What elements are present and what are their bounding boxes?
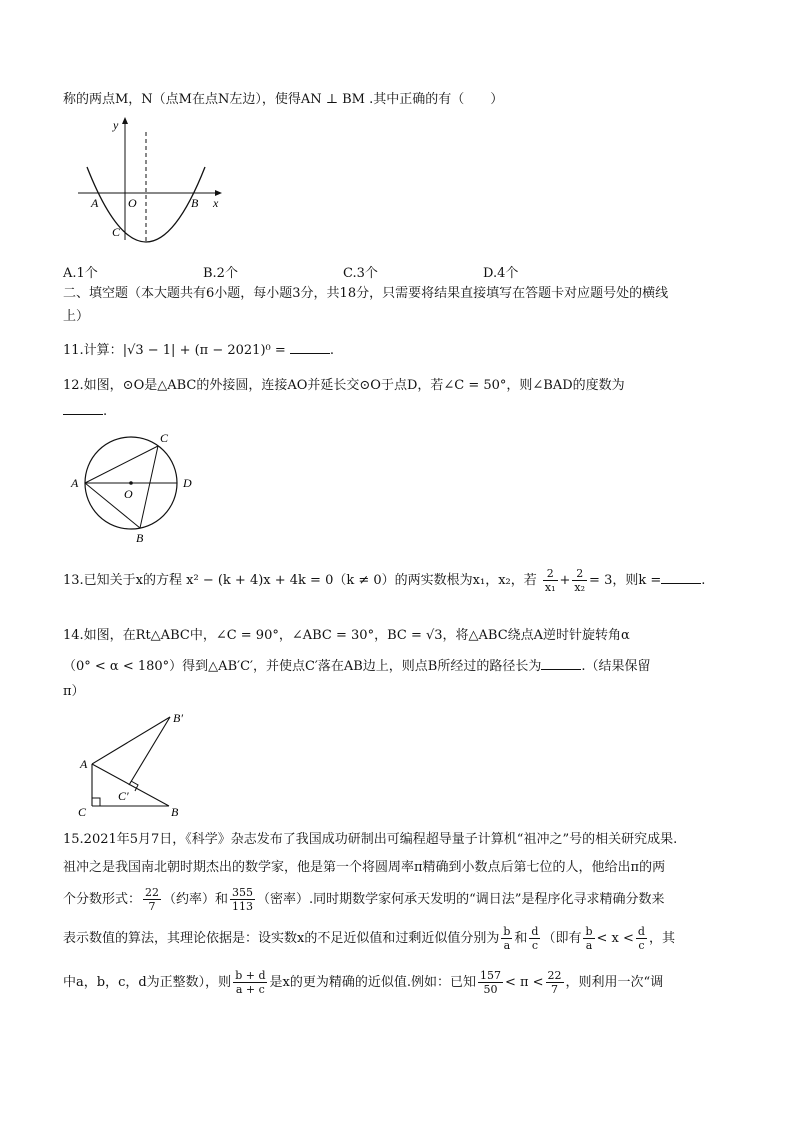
q15-line2: 祖冲之是我国南北朝时期杰出的数学家，他是第一个将圆周率π精确到小数点后第七位的人，他给出π的两 (63, 860, 666, 875)
option-b: B.2个 (203, 266, 238, 281)
q15-fraction-d-c: $\frac{d}{c}$ (531, 925, 539, 952)
point-a-label: A (91, 196, 99, 210)
q15-fraction-22-7-b: $\frac{22}{7}$ (547, 969, 562, 996)
q12-line1: 12.如图，⊙O是△ABC的外接圆，连接AO并延长交⊙O于点D，若∠C = 50°，则∠BAD的度数为 (63, 378, 625, 393)
question-11: 11.计算：|√3 − 1| + (π − 2021)⁰ = . (63, 343, 335, 358)
q15-fraction-b-a: $\frac{b}{a}$ (503, 925, 511, 952)
q14-line3: π） (63, 684, 85, 699)
circle-point-a: A (71, 476, 79, 490)
q13-fraction-2: $\frac{2}{\text{x₂}}$ (574, 567, 586, 594)
circle-point-d: D (183, 476, 192, 490)
option-c: C.3个 (343, 266, 378, 281)
q15-line3: 个分数形式： $\frac{22}{7}$ （约率）和 $\frac{355}{113}$ （密率）.同时期数学家何承天发明的“调日法”是程序化寻求精确分数来 (63, 886, 665, 913)
section2-line2: 上） (63, 309, 90, 324)
q15-fraction-b-a-2: $\frac{b}{a}$ (585, 925, 593, 952)
triangle-figure (72, 706, 222, 822)
origin-label: O (128, 196, 137, 210)
circle-center-o: O (124, 487, 133, 501)
tri-point-b-prime: B′ (173, 711, 183, 725)
q11-answer-blank (290, 341, 330, 354)
q14-line1: 14.如图，在Rt△ABC中，∠C = 90°，∠ABC = 30°，BC = √3，将△ABC绕点A逆时针旋转角α (63, 628, 630, 643)
q11-prefix: 11.计算： (63, 343, 123, 358)
q12-line2: . (63, 402, 107, 421)
point-b-label: B (191, 196, 199, 210)
tri-point-a: A (80, 757, 88, 771)
q15-fraction-157-50: $\frac{157}{50}$ (479, 969, 501, 996)
q15-fraction-355-113: $\frac{355}{113}$ (232, 886, 254, 913)
option-d: D.4个 (483, 266, 519, 281)
q10-tail: 称的两点M，N（点M在点N左边），使得AN ⊥ BM .其中正确的有（ ） (63, 92, 504, 107)
q15-fraction-mediant: $\frac{b + d}{a + c}$ (235, 969, 266, 996)
tri-point-c-prime: C′ (118, 789, 129, 803)
y-axis-label: y (113, 118, 119, 132)
q14-line2: （0° < α < 180°）得到△AB′C′，并使点C′落在AB边上，则点B所经过的路径长为 .（结果保留 (63, 659, 651, 674)
q11-expression: |√3 − 1| + (π − 2021)⁰ = (122, 343, 290, 358)
q15-line5: 中a，b，c，d为正整数），则 $\frac{b + d}{a + c}$ 是x的更为精确的近似值.例如：已知 $\frac{157}{50}$ < π < $\frac{22}{7}$ ，则利用一次“调 (63, 969, 664, 996)
q15-fraction-22-7: $\frac{22}{7}$ (145, 886, 160, 913)
tri-point-c: C (78, 805, 87, 819)
q13-fraction-1: $\frac{2}{\text{x₁}}$ (544, 567, 556, 594)
q15-fraction-d-c-2: $\frac{d}{c}$ (637, 925, 645, 952)
q15-line4: 表示数值的算法，其理论依据是：设实数x的不足近似值和过剩近似值分别为 $\frac{b}{a}$ 和 $\frac{d}{c}$ （即有 $\frac{b}{a}$ < x < $\frac{d}{c}$ ，其 (63, 925, 675, 952)
x-axis-label: x (213, 196, 219, 210)
circle-point-b: B (136, 531, 144, 545)
q13-answer-blank (661, 571, 701, 584)
question-13: 13.已知关于x的方程 x² − (k + 4)x + 4k = 0（k ≠ 0）的两实数根为x₁，x₂，若 $\frac{2}{\text{x₁}}$ + $\frac{2}{\text{x₂}}$ = 3，则k = . (63, 567, 706, 594)
section2-line1: 二、填空题（本大题共有6小题，每小题3分，共18分，只需要将结果直接填写在答题卡对应题号处的横线 (63, 286, 669, 301)
option-a: A.1个 (63, 266, 98, 281)
tri-point-b: B (171, 805, 179, 819)
circle-point-c: C (160, 431, 169, 445)
q14-answer-blank (541, 657, 581, 670)
q15-line1: 15.2021年5月7日，《科学》杂志发布了我国成功研制出可编程超导量子计算机“祖冲之”号的相关研究成果. (63, 832, 678, 847)
point-c-label: C (112, 225, 121, 239)
circle-figure (68, 428, 208, 548)
parabola-figure (70, 112, 230, 247)
q12-answer-blank (63, 402, 103, 415)
